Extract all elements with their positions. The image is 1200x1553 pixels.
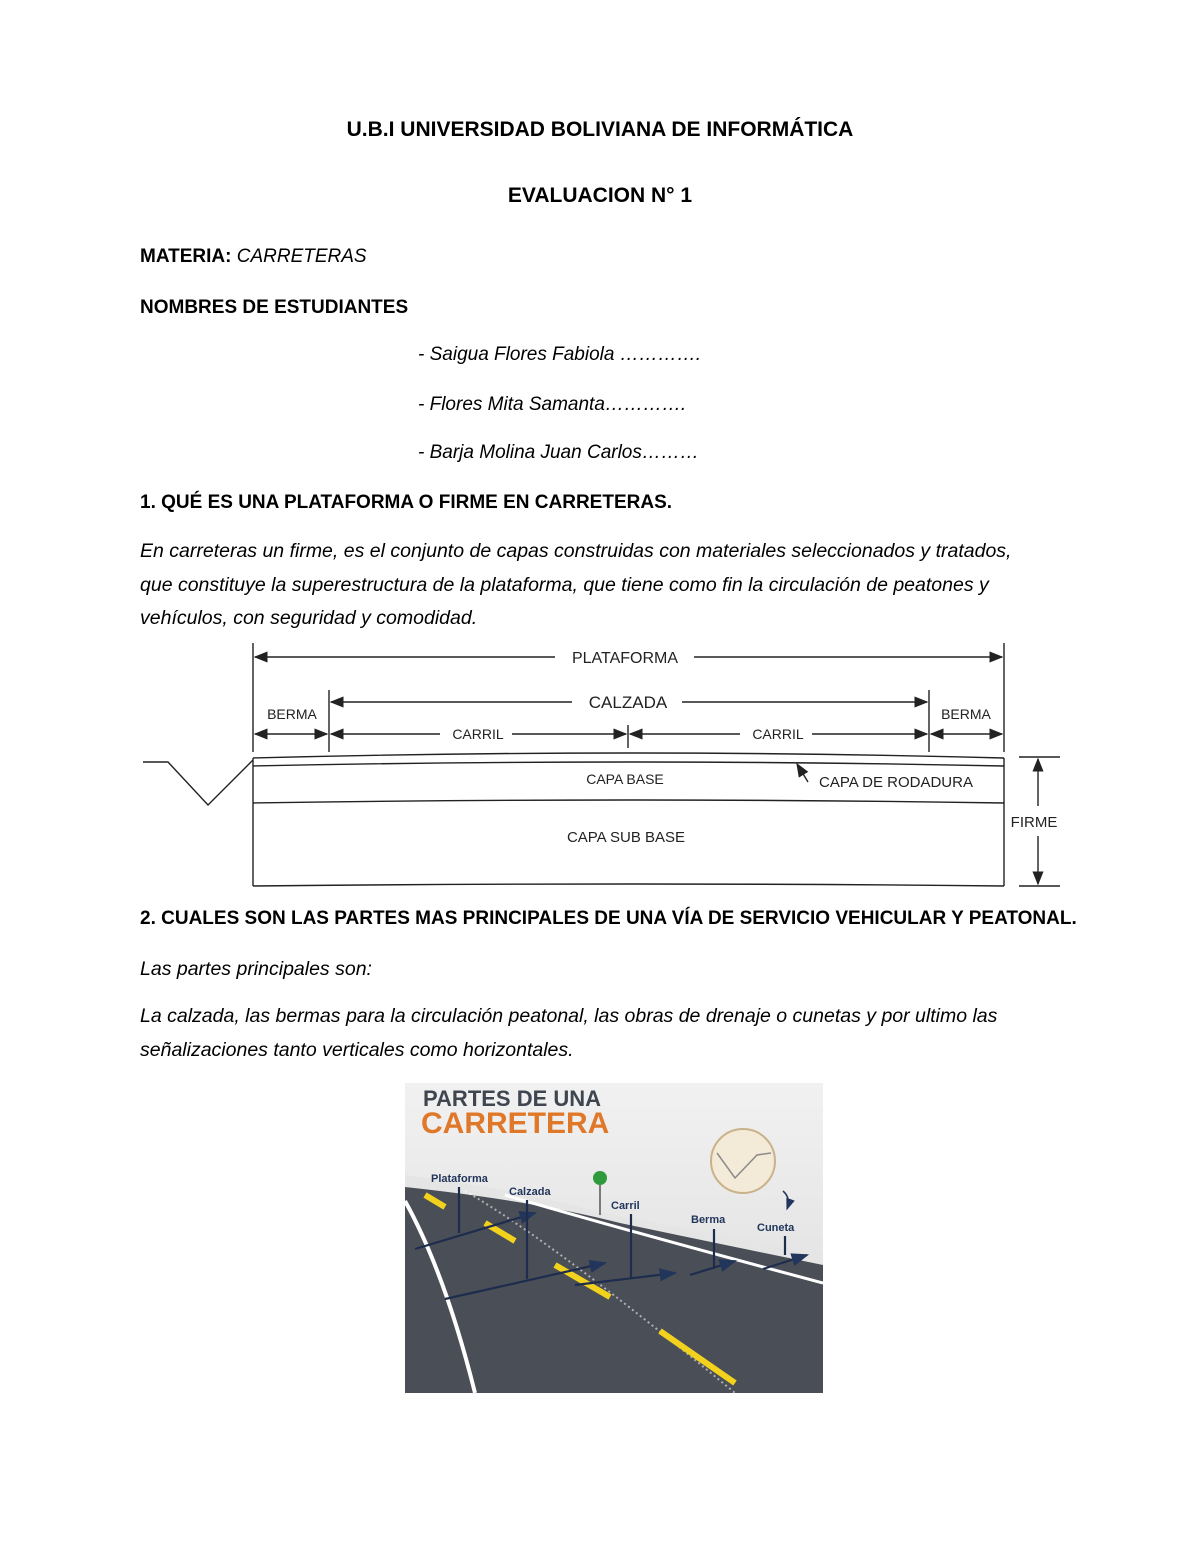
figure-title-line2: CARRETERA: [421, 1107, 610, 1140]
evaluation-title: EVALUACION N° 1: [507, 184, 693, 207]
label-calzada: CALZADA: [588, 693, 668, 712]
label-cuneta: Cuneta: [757, 1222, 795, 1234]
label-carril-left: CARRIL: [452, 726, 504, 742]
answer-line: señalizaciones tanto verticales como horizontales.: [140, 1038, 574, 1061]
student-name: - Barja Molina Juan Carlos………: [418, 442, 699, 463]
label-capa-rodadura: CAPA DE RODADURA: [819, 774, 973, 791]
label-capa-base: CAPA BASE: [586, 771, 664, 787]
label-calzada: Calzada: [509, 1186, 551, 1198]
label-capa-sub-base: CAPA SUB BASE: [566, 829, 686, 846]
subject-value: CARRETERAS: [236, 246, 367, 267]
question-2-intro: Las partes principales son:: [140, 958, 372, 980]
road-parts-figure: [405, 1083, 823, 1393]
figure-title-line1: PARTES DE UNA: [423, 1086, 602, 1111]
question-2-answer: [140, 1000, 1100, 1067]
answer-line: vehículos, con seguridad y comodidad.: [140, 607, 478, 629]
university-title: U.B.I UNIVERSIDAD BOLIVIANA DE INFORMÁTICA: [346, 118, 854, 141]
answer-line: que constituye la superestructura de la plataforma, que tiene como fin la circulación de peatones y: [140, 573, 989, 596]
label-berma-left: BERMA: [267, 706, 317, 722]
label-carril-right: CARRIL: [752, 726, 804, 742]
road-sign-icon: [593, 1171, 607, 1185]
label-firme: FIRME: [1010, 814, 1058, 831]
answer-line: En carreteras un firme, es el conjunto de capas construidas con materiales seleccionados y tratados,: [140, 540, 1012, 562]
label-carril: Carril: [611, 1200, 640, 1212]
label-berma-right: BERMA: [941, 706, 991, 722]
question-1-title: 1. QUÉ ES UNA PLATAFORMA O FIRME EN CARRETERAS.: [140, 492, 673, 513]
student-name: - Flores Mita Samanta………….: [418, 394, 687, 415]
detail-magnifier: [711, 1129, 775, 1193]
label-plataforma: PLATAFORMA: [571, 650, 679, 667]
label-plataforma: Plataforma: [431, 1173, 488, 1185]
student-name: - Saigua Flores Fabiola ………….: [418, 344, 701, 365]
answer-line: La calzada, las bermas para la circulación peatonal, las obras de drenaje o cunetas y por ultimo las: [140, 1005, 998, 1027]
question-2-title: 2. CUALES SON LAS PARTES MAS PRINCIPALES DE UNA VÍA DE SERVICIO VEHICULAR Y PEATONAL.: [140, 908, 1077, 929]
students-heading: NOMBRES DE ESTUDIANTES: [140, 297, 409, 318]
label-berma: Berma: [691, 1214, 726, 1226]
subject-label: MATERIA:: [140, 246, 232, 267]
